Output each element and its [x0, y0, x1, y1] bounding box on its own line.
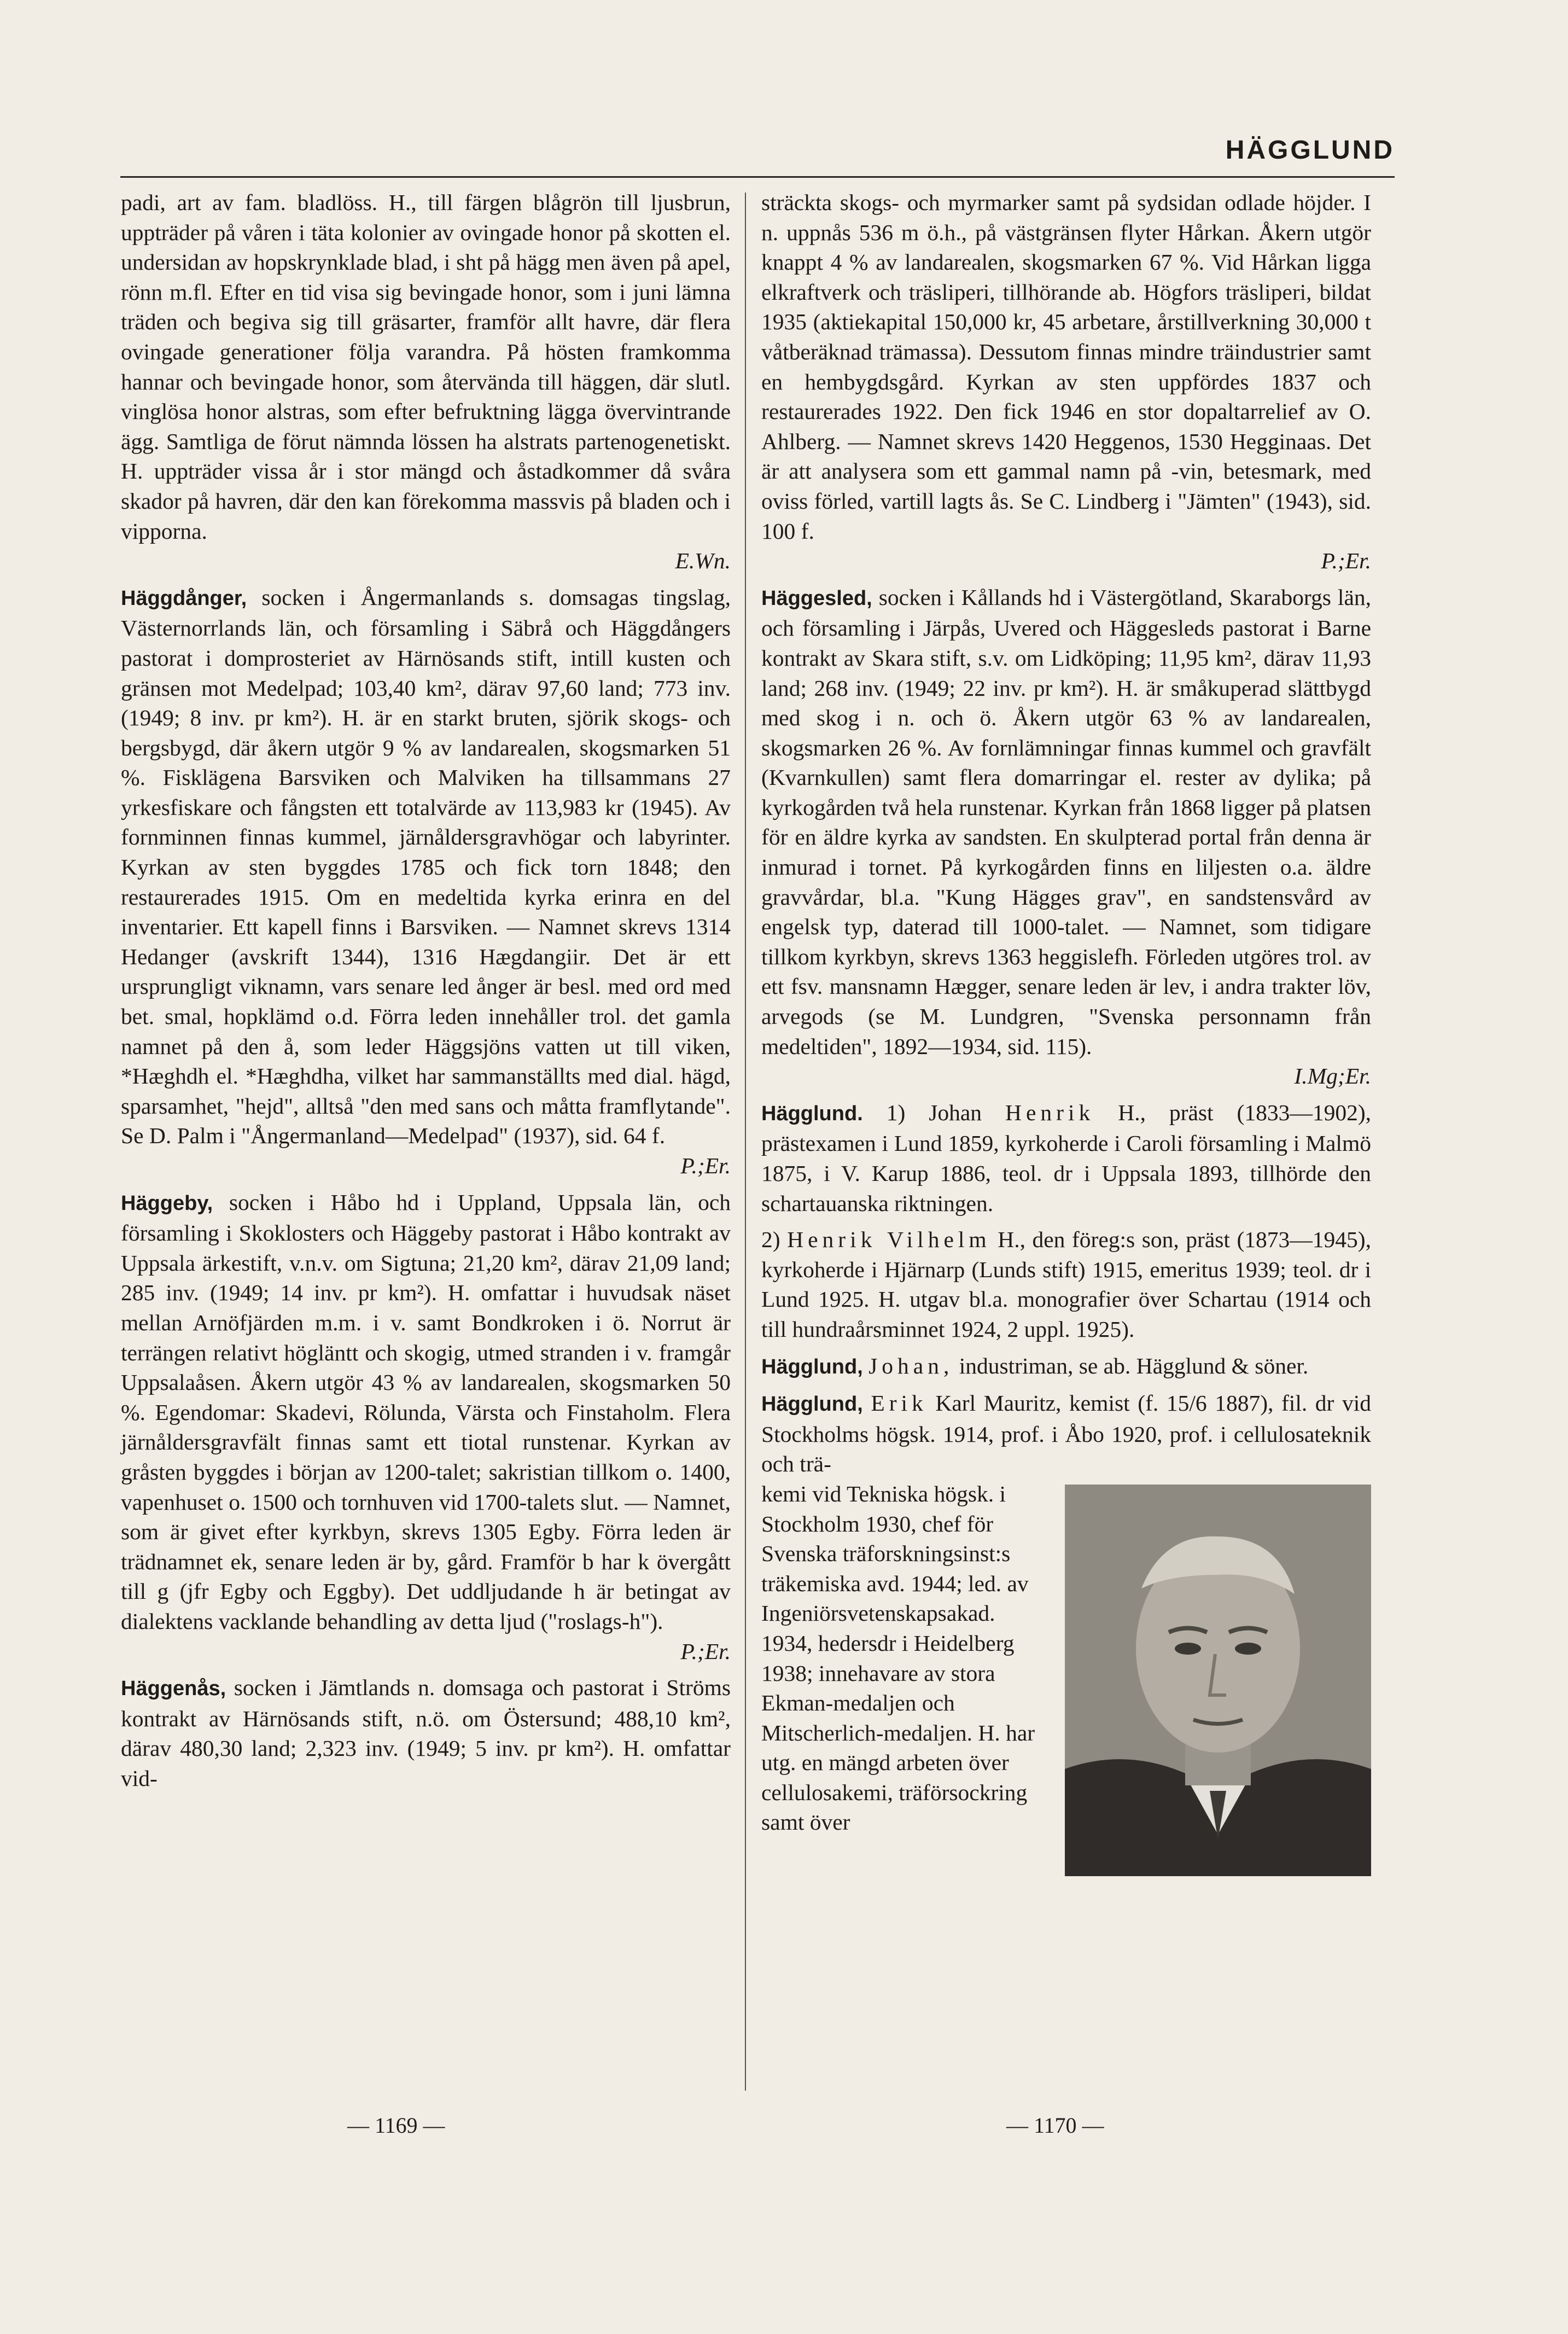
entry-text: padi, art av fam. bladlöss. H., till färgen blågrön till ljusbrun, uppträder på våren i täta kolonier av ovingade honor på skotten el. undersidan av hopskrynklade blad, i sht på hägg men även på apel, rönn m.fl. Efter en tid visa sig bevingade honor, som i juni lämna träden och begiva sig till gräsarter, framför allt havre, där flera ovingade generationer följa varandra. På hösten framkomma hannar och bevingade honor, som återvända till häggen, där slutl. vinglösa honor alstras, som efter befruktning lägga övervintrande ägg. Samtliga de förut nämnda lössen ha alstrats partenogenetiskt. H. uppträder vissa år i stor mängd och åstadkommer då svåra skador på havren, där den kan förekomma massvis på bladen och i vipporna.	[121, 190, 731, 544]
person-name: Johan,	[868, 1353, 954, 1378]
entry-text: 1) Johan	[886, 1099, 982, 1125]
entry-text: socken i Ångermanlands s. domsagas tingslag, Västernorrlands län, och församling i Säbrå och Häggdångers pastorat i domprosteriet av Härnösands stift, intill kusten och gränsen mot Medelpad; 103,40 km², därav 97,60 land; 773 inv. (1949; 8 inv. pr km²). H. är en starkt bruten, sjörik skogs- och bergsbygd, där åkern utgör 9 % av landarealen, skogsmarken 51 %. Fisklägena Barsviken och Malviken ha tillsammans 27 yrkesfiskare och fångsten ett totalvärde av 113,983 kr (1945). Av fornminnen finnas kummel, järnåldersgravhögar och labyrinter. Kyrkan av sten byggdes 1785 och fick torn 1848; den restaurerades 1915. Om en medeltida kyrka erinra en del inventarier. Ett kapell finns i Barsviken. — Namnet skrevs 1314 Hedanger (avskrift 1344), 1316 Hægdangiir. Det är ett ursprungligt viknamn, vars senare led ånger är besl. med ord med bet. smal, hopklämd o.d. Förra leden innehåller trol. det gamla namnet på den å, som leder Häggsjöns vatten ut till viken, *Hæghdh el. *Hæghdha, vilket har sammanställts med dial. hägd, sparsamhet, "hejd", alltså "den med sans och måtta framflytande". Se D. Palm i "Ångermanland—Medelpad" (1937), sid. 64 f.	[121, 584, 731, 1149]
entry-haggesled	[761, 583, 1371, 1091]
running-header: HÄGGLUND	[1225, 136, 1395, 165]
entry-headword: Häggenås,	[121, 1677, 226, 1701]
entry-text: socken i Jämtlands n. domsaga och pastorat i Ströms kontrakt av Härnösands stift, n.ö. om Östersund; 488,10 km², därav 480,30 land; 2,323 inv. (1949; 5 inv. pr km²). H. omfattar vid-	[121, 1675, 731, 1791]
entry-headword: Hägglund.	[761, 1102, 863, 1125]
entry-hagglund-1	[761, 1098, 1371, 1218]
person-name: Henrik Vilhelm	[787, 1227, 991, 1253]
entry-haggdanger	[121, 583, 731, 1181]
author-signature: P.;Er.	[1321, 548, 1371, 574]
author-signature: P.;Er.	[680, 1153, 731, 1178]
header-rule	[120, 176, 1395, 178]
person-name: Erik	[871, 1390, 928, 1416]
entry-headword: Hägglund,	[761, 1355, 863, 1378]
portrait-block	[761, 1479, 1371, 1876]
entry-headword: Häggdånger,	[121, 586, 247, 610]
entry-hagglund-johan	[761, 1351, 1371, 1382]
author-signature: E.Wn.	[675, 548, 731, 574]
entry-haggenas-cont	[761, 188, 1371, 576]
entry-text: socken i Kållands hd i Västergötland, Skaraborgs län, och församling i Järpås, Uvered och Häggesleds pastorat i Barne kontrakt av Skara stift, s.v. om Lidköping; 11,95 km², därav 11,93 land; 268 inv. (1949; 22 inv. pr km²). H. är småkuperad slättbygd med skog i n. och ö. Åkern utgör 63 % av landarealen, skogsmarken 26 %. Av fornlämningar finnas kummel och gravfält (Kvarnkullen) samt flera domarringar el. rester av dylika; på kyrkogården två hela runstenar. Kyrkan från 1868 ligger på platsen för en äldre kyrka av sandsten. En skulpterad portal från denna är inmurad i tornet. På kyrkogården finns en liljesten o.a. äldre gravvårdar, bl.a. "Kung Hägges grav", en sandstensvård av engelsk typ, daterad till 1000-talet. — Namnet, som tidigare tillkom kyrkbyn, skrevs 1363 heggislefh. Förleden utgöres trol. av ett fsv. mansnamn Hægger, senare leden är lev, i andra trakter löv, arvegods (se M. Lundgren, "Svenska personnamn från medeltiden", 1892—1934, sid. 115).	[761, 584, 1371, 1059]
entry-hagglund-erik-cont: kemi vid Tekniska högsk. i Stockholm 1930, chef för Svenska träforskningsinst:s träkemiska avd. 1944; led. av Ingeniörsvetenskapsakad. 1934, hedersdr i Heidelberg 1938; innehavare av stora Ekman-medaljen och Mitscherlich-medaljen. H. har utg. en mängd arbeten över cellulosakemi, träförsockring samt över	[761, 1481, 1035, 1835]
entry-text: Karl Mauritz, kemist (f. 15/6 1887), fil. dr vid Stockholms högsk. 1914, prof. i Åbo 1920, prof. i cellulosateknik och trä-	[761, 1390, 1371, 1477]
entry-text: H., den föreg:s son, präst (1873—1945), kyrkoherde i Hjärnarp (Lunds stift) 1915, emeritus 1939; teol. dr i Lund 1925. H. utgav bl.a. monografier över Schartau (1914 och till hundraårsminnet 1924, 2 uppl. 1925).	[761, 1227, 1372, 1342]
entry-text: industriman, se ab. Hägglund & söner.	[959, 1353, 1309, 1378]
entry-haggeby	[121, 1188, 731, 1667]
page-number-right: — 1170 —	[1006, 2113, 1104, 2138]
author-signature: P.;Er.	[680, 1638, 731, 1664]
entry-haggenas	[121, 1673, 731, 1793]
author-signature: I.Mg;Er.	[1294, 1063, 1371, 1089]
entry-headword: Häggeby,	[121, 1191, 213, 1215]
person-name: Henrik	[1005, 1099, 1095, 1125]
entry-text: socken i Håbo hd i Uppland, Uppsala län, och församling i Skoklosters och Häggeby pastorat i Håbo kontrakt av Uppsala ärkestift, v.n.v. om Sigtuna; 21,20 km², därav 21,09 land; 285 inv. (1949; 14 inv. pr km²). H. omfattar i huvudsak näset mellan Arnöfjärden m.m. i v. samt Bondkroken i ö. Norrut är terrängen relativt högläntt och skogig, utmed stranden i v. framgår Uppsalaåsen. Åkern utgör 43 % av landarealen, skogsmarken 50 %. Egendomar: Skadevi, Rölunda, Värsta och Finstaholm. Flera järnåldersgravfält finnas samt ett tiotal runstenar. Kyrkan av gråsten byggdes i början av 1200-talet; sakristian tillkom o. 1400, vapenhuset o. 1500 och tornhuven vid 1700-talets slut. — Namnet, som är givet efter kyrkbyn, skrevs 1305 Egby. Förra leden är trädnamnet ek, senare leden är by, gård. Framför b har k övergått till g (jfr Egby och Eggby). Det uddljudande h är betingat av dialektens vacklande behandling av detta ljud ("roslags-h").	[121, 1189, 731, 1634]
entry-headword: Hägglund,	[761, 1393, 863, 1416]
entry-bladloss	[121, 188, 731, 576]
entry-text: 2)	[761, 1227, 780, 1253]
column-divider	[745, 193, 746, 2091]
entry-hagglund-erik	[761, 1388, 1371, 1479]
right-column	[761, 188, 1371, 1876]
entry-headword: Häggesled,	[761, 586, 872, 610]
portrait-image	[1065, 1485, 1371, 1876]
entry-hagglund-2	[761, 1225, 1371, 1344]
portrait-photo	[1065, 1485, 1371, 1876]
entry-text: H., präst (1833—1902), prästexamen i Lund 1859, kyrkoherde i Caroli församling i Malmö 1875, i V. Karup 1886, teol. dr i Uppsala 1893, tillhörde den schartauanska riktningen.	[761, 1099, 1372, 1216]
page-number-left: — 1169 —	[347, 2113, 445, 2138]
entry-text: sträckta skogs- och myrmarker samt på sydsidan odlade höjder. I n. uppnås 536 m ö.h., på västgränsen flyter Hårkan. Åkern utgör knappt 4 % av landarealen, skogsmarken 67 %. Vid Hårkan ligga elkraftverk och träsliperi, tillhörande ab. Högfors träsliperi, bildat 1935 (aktiekapital 150,000 kr, 45 arbetare, årstillverkning 30,000 t våtberäknad trämassa). Dessutom finnas mindre träindustrier samt en hembygdsgård. Kyrkan av sten uppfördes 1837 och restaurerades 1922. Den fick 1946 en stor dopaltarrelief av O. Ahlberg. — Namnet skrevs 1420 Heggenos, 1530 Hegginaas. Det är att analysera som ett gammal namn på -vin, betesmark, med oviss förled, vartill lagts ås. Se C. Lindberg i "Jämten" (1943), sid. 100 f.	[761, 190, 1371, 544]
left-column	[121, 188, 731, 1793]
